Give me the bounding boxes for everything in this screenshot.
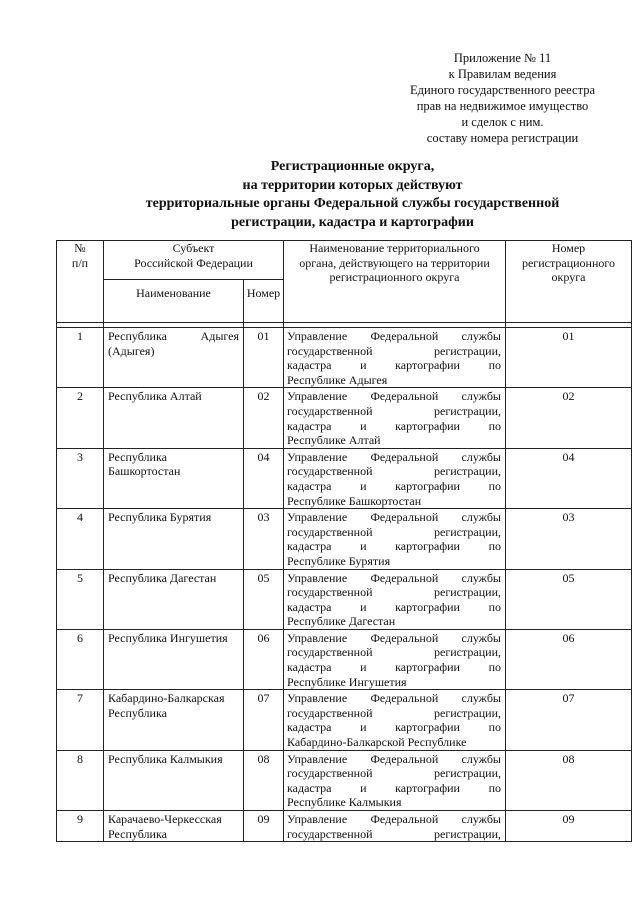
appendix-line: Единого государственного реестра (409, 83, 596, 97)
territorial-body: Управление Федеральной службы государственной регистрации, кадастра и картографии по Республике Дагестан (284, 569, 506, 629)
territorial-body: Управление Федеральной службы государственной регистрации, кадастра и картографии по Республике Бурятия (284, 509, 506, 569)
row-number: 1 (57, 328, 104, 388)
row-number: 3 (57, 448, 104, 508)
subject-name: Республика Дагестан (104, 569, 244, 629)
subject-code: 02 (244, 388, 284, 448)
row-number: 9 (57, 811, 104, 842)
title-line: регистрации, кадастра и картографии (231, 214, 474, 230)
table-row (57, 388, 632, 448)
subject-code: 09 (244, 811, 284, 842)
appendix-line: и сделок с ним. (461, 115, 544, 129)
territorial-body: Управление Федеральной службы государственной регистрации, кадастра и картографии по Республике Алтай (284, 388, 506, 448)
title-line: Регистрационные округа, (270, 159, 435, 174)
subject-code: 04 (244, 448, 284, 508)
subject-name: Карачаево-Черкесская Республика (104, 811, 244, 842)
district-number: 09 (506, 811, 632, 842)
subject-name: Республика Башкортостан (104, 448, 244, 508)
table-row (57, 448, 632, 508)
appendix-line: составу номера регистрации (426, 131, 579, 145)
header-subject-name: Наименование (104, 280, 244, 323)
header-number: № п/п (57, 241, 104, 323)
appendix-line: Приложение № 11 (453, 51, 552, 65)
appendix-line: прав на недвижимое имущество (416, 99, 589, 113)
title-line: территориальные органы Федеральной службы государственной (145, 196, 560, 211)
table-row (57, 750, 632, 810)
table-row (57, 328, 632, 388)
subject-code: 08 (244, 750, 284, 810)
header-organization: Наименование территориального органа, действующего на территории регистрационного округа (284, 241, 506, 323)
subject-code: 03 (244, 509, 284, 569)
subject-code: 06 (244, 629, 284, 689)
subject-code: 05 (244, 569, 284, 629)
district-number: 07 (506, 690, 632, 750)
table-row (57, 569, 632, 629)
district-number: 04 (506, 448, 632, 508)
territorial-body: Управление Федеральной службы государственной регистрации, кадастра и картографии по Республике Калмыкия (284, 750, 506, 810)
header-row (57, 241, 632, 280)
subject-name: Республика Алтай (104, 388, 244, 448)
subject-code: 01 (244, 328, 284, 388)
subject-name: Республика Адыгея (Адыгея) (104, 328, 244, 388)
row-number: 5 (57, 569, 104, 629)
territorial-body: Управление Федеральной службы государственной регистрации, кадастра и картографии по Республике Башкортостан (284, 448, 506, 508)
row-number: 2 (57, 388, 104, 448)
table-row (57, 690, 632, 750)
district-number: 06 (506, 629, 632, 689)
district-number: 02 (506, 388, 632, 448)
header-subject-code: Номер (244, 280, 284, 323)
territorial-body: Управление Федеральной службы государственной регистрации, кадастра и картографии по Кабардино-Балкарской Республике (284, 690, 506, 750)
row-number: 6 (57, 629, 104, 689)
registration-districts-table (56, 240, 632, 842)
header-subject: Субъект Российской Федерации (104, 241, 284, 280)
row-number: 8 (57, 750, 104, 810)
table-row (57, 811, 632, 842)
row-number: 4 (57, 509, 104, 569)
district-number: 05 (506, 569, 632, 629)
subject-code: 07 (244, 690, 284, 750)
appendix-line: к Правилам ведения (448, 67, 557, 81)
territorial-body: Управление Федеральной службы государственной регистрации, кадастра и картографии по Республике Адыгея (284, 328, 506, 388)
title-line: на территории которых действуют (242, 177, 463, 193)
subject-name: Республика Бурятия (104, 509, 244, 569)
document-title (110, 158, 595, 232)
district-number: 03 (506, 509, 632, 569)
table-row (57, 509, 632, 569)
district-number: 01 (506, 328, 632, 388)
subject-name: Республика Калмыкия (104, 750, 244, 810)
district-number: 08 (506, 750, 632, 810)
subject-name: Республика Ингушетия (104, 629, 244, 689)
territorial-body: Управление Федеральной службы государственной регистрации, кадастра и картографии по Республике Ингушетия (284, 629, 506, 689)
table-row (57, 629, 632, 689)
territorial-body: Управление Федеральной службы государственной регистрации, (284, 811, 506, 842)
subject-name: Кабардино-Балкарская Республика (104, 690, 244, 750)
row-number: 7 (57, 690, 104, 750)
appendix-note (380, 50, 625, 146)
header-district-number: Номер регистрационного округа (506, 241, 632, 323)
